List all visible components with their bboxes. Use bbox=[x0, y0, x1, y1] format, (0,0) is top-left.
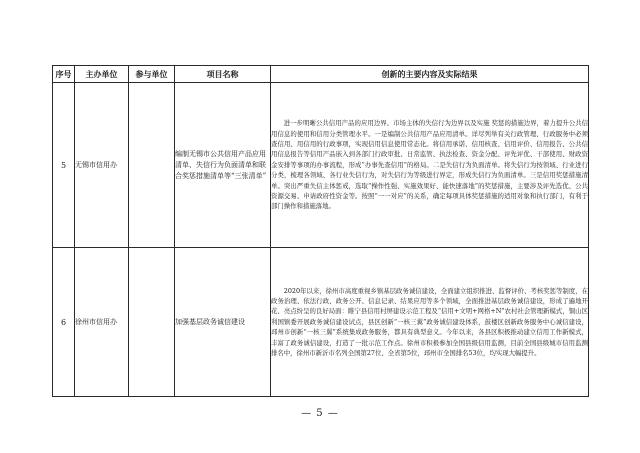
page-number: — 5 — bbox=[301, 408, 339, 419]
header-project: 项目名称 bbox=[175, 66, 271, 83]
host-unit: 无锡市信用办 bbox=[75, 83, 129, 248]
content-paragraph: 进一步明晰公共信用产品的应用边界、市场主体的失信行为边界以及实施 奖惩的措施边界，着力提升公共信用信息的使用和信用分类管理水平。一是编制公共信用产品应用清单。详尽列举有关行政管理、行政服务中必须查信用、用信用的行政事项，实现信用信息使用常态化。将信用承诺、信用核查、信用评价、信用报告、公共信用信息报告等信用产品嵌入到各部门行政审批、日常监管、执法检查、资金分配、评先评优、干部使用、财政资金安排等事项的办事流程，形成“办事先查信用”的格局。二是失信行为负面清单。将失信行为按领域、行业进行分类，梳理各领域、各行业失信行为，对失信行为等级进行界定，形成失信行为负面清单。三是信用奖惩措施清单。突出严重失信主体惩戒，选取“操作性强、实施效果好、能快速落地”的奖惩措施，主要涉及评先选优、公共资源交易、申请政府性资金等。按照“一一对应”的关系，确定每项具体奖惩措施的适用对象和执行部门，有利于部门操作和措施落地。 bbox=[271, 119, 588, 211]
header-participant: 参与单位 bbox=[129, 66, 175, 83]
row-number: 5 bbox=[53, 83, 75, 248]
header-content: 创新的主要内容及实际结果 bbox=[271, 66, 589, 83]
content-cell bbox=[271, 248, 589, 397]
project-name: 编制无锡市公共信用产品应用清单、失信行为负面清单和联合奖惩措施清单等“三张清单” bbox=[175, 83, 271, 248]
table-header-row bbox=[53, 66, 589, 83]
participant-unit bbox=[129, 248, 175, 397]
row-number: 6 bbox=[53, 248, 75, 397]
participant-unit bbox=[129, 83, 175, 248]
table-row bbox=[53, 83, 589, 248]
project-name: 加强基层政务诚信建设 bbox=[175, 248, 271, 397]
header-host: 主办单位 bbox=[75, 66, 129, 83]
header-no: 序号 bbox=[53, 66, 75, 83]
host-unit: 徐州市信用办 bbox=[75, 248, 129, 397]
content-paragraph: 2020年以来，徐州市高度重视乡镇基层政务诚信建设，全面建立组织推进、监督评价、考核奖惩等制度，在政务治理、依法行政、政务公开、信息记录、结果应用等多个领域，全面推进基层政务诚信建设，形成了遍地开花、亮点纷呈的良好局面：睢宁县信用村屏建设示范工程及“信用+文明+网格+N”农村社会管理新模式，铜山区利国镇委开展政务诚信建设试点，县区创新“一核三翼”政务诚信建设体系，鼓楼区创新政务服务中心诚信建设，邳州市创新“一核三翼”系统集成政务服务，都具有典型意义。今年以来，各县区积极推动建立信用工作新模式，丰富了政务诚信建设，打造了一批示范工作点。徐州市积极参加全国县级信用监测，目前全国县级城市信用监测排名中，徐州市新沂市名列全国第27位、全省第5位，邳州市全国排名53位，均实现大幅提升。 bbox=[271, 286, 588, 358]
innovation-table bbox=[52, 65, 589, 397]
content-cell bbox=[271, 83, 589, 248]
table-row bbox=[53, 248, 589, 397]
